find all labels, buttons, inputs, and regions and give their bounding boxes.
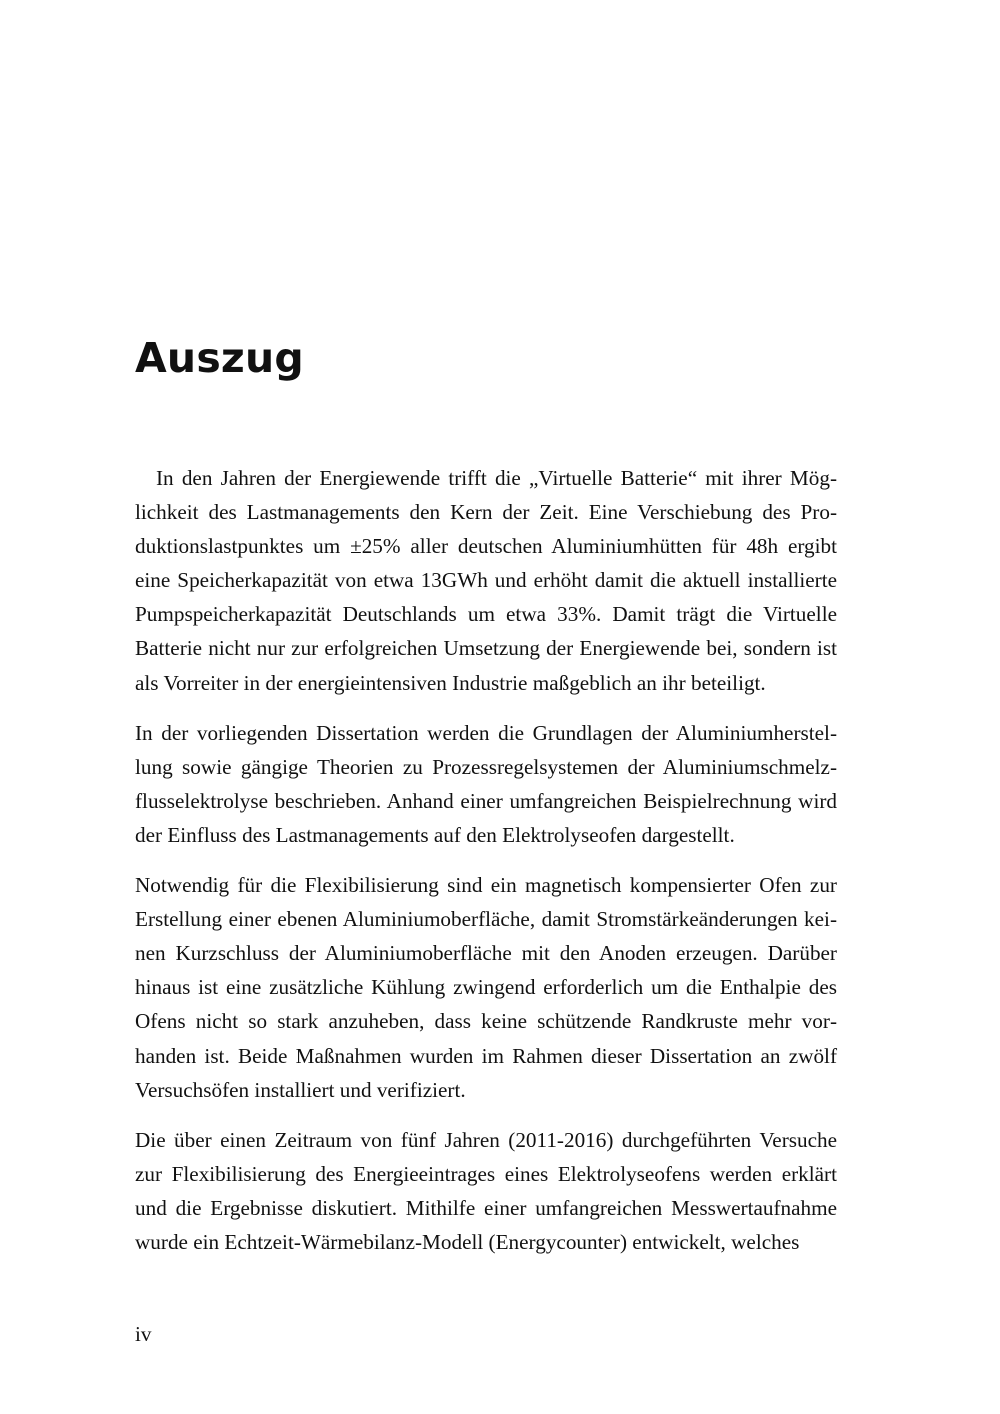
chapter-title: Auszug — [135, 334, 304, 382]
paragraph-4: Die über einen Zeitraum von fünf Jahren (2011-2016) durchgeführten Versuche zur Flexibilisierung des Energieeintrages eines Elektrolyseofens werden erklärt und die Ergebnisse diskutiert. Mithilfe einer umfangreichen Messwertaufnahme wurde ein Echtzeit-Wärmebilanz-Modell (Energycounter) entwickelt, welches — [135, 1127, 837, 1254]
paragraph-2: In der vorliegenden Dissertation werden die Grundlagen der Aluminiumherstellung sowie gängige Theorien zu Prozessregelsystemen der Aluminiumschmelzflusselektrolyse beschrieben. Anhand einer umfangreichen Beispielrechnung wird der Einfluss des Lastmanagements auf den Elektrolyseofen dargestellt. — [135, 720, 837, 847]
paragraph-1: In den Jahren der Energiewende trifft die „Virtuelle Batterie“ mit ihrer Möglichkeit des Lastmanagements den Kern der Zeit. Eine Verschiebung des Produktionslastpunktes um ±25% aller deutschen Aluminiumhütten für 48h ergibt eine Speicherkapazität von etwa 13GWh und erhöht damit die aktuell installierte Pumpspeicherkapazität Deutschlands um etwa 33%. Damit trägt die Virtuelle Batterie nicht nur zur erfolgreichen Umsetzung der Energiewende bei, sondern ist als Vorreiter in der energieintensiven Industrie maßgeblich an ihr beteiligt. — [135, 466, 837, 695]
page-number: iv — [135, 1322, 152, 1346]
paragraph-3: Notwendig für die Flexibilisierung sind ein magnetisch kompensierter Ofen zur Erstellung einer ebenen Aluminiumoberfläche, damit Stromstärkeänderungen keinen Kurzschluss der Aluminiumoberfläche mit den Anoden erzeugen. Darüber hinaus ist eine zusätzliche Kühlung zwingend erforderlich um die Enthalpie des Ofens nicht so stark anzuheben, dass keine schützende Randkruste mehr vorhanden ist. Beide Maßnahmen wurden im Rahmen dieser Dissertation an zwölf Versuchsöfen installiert und verifiziert. — [135, 873, 837, 1102]
body-text — [135, 461, 837, 1275]
